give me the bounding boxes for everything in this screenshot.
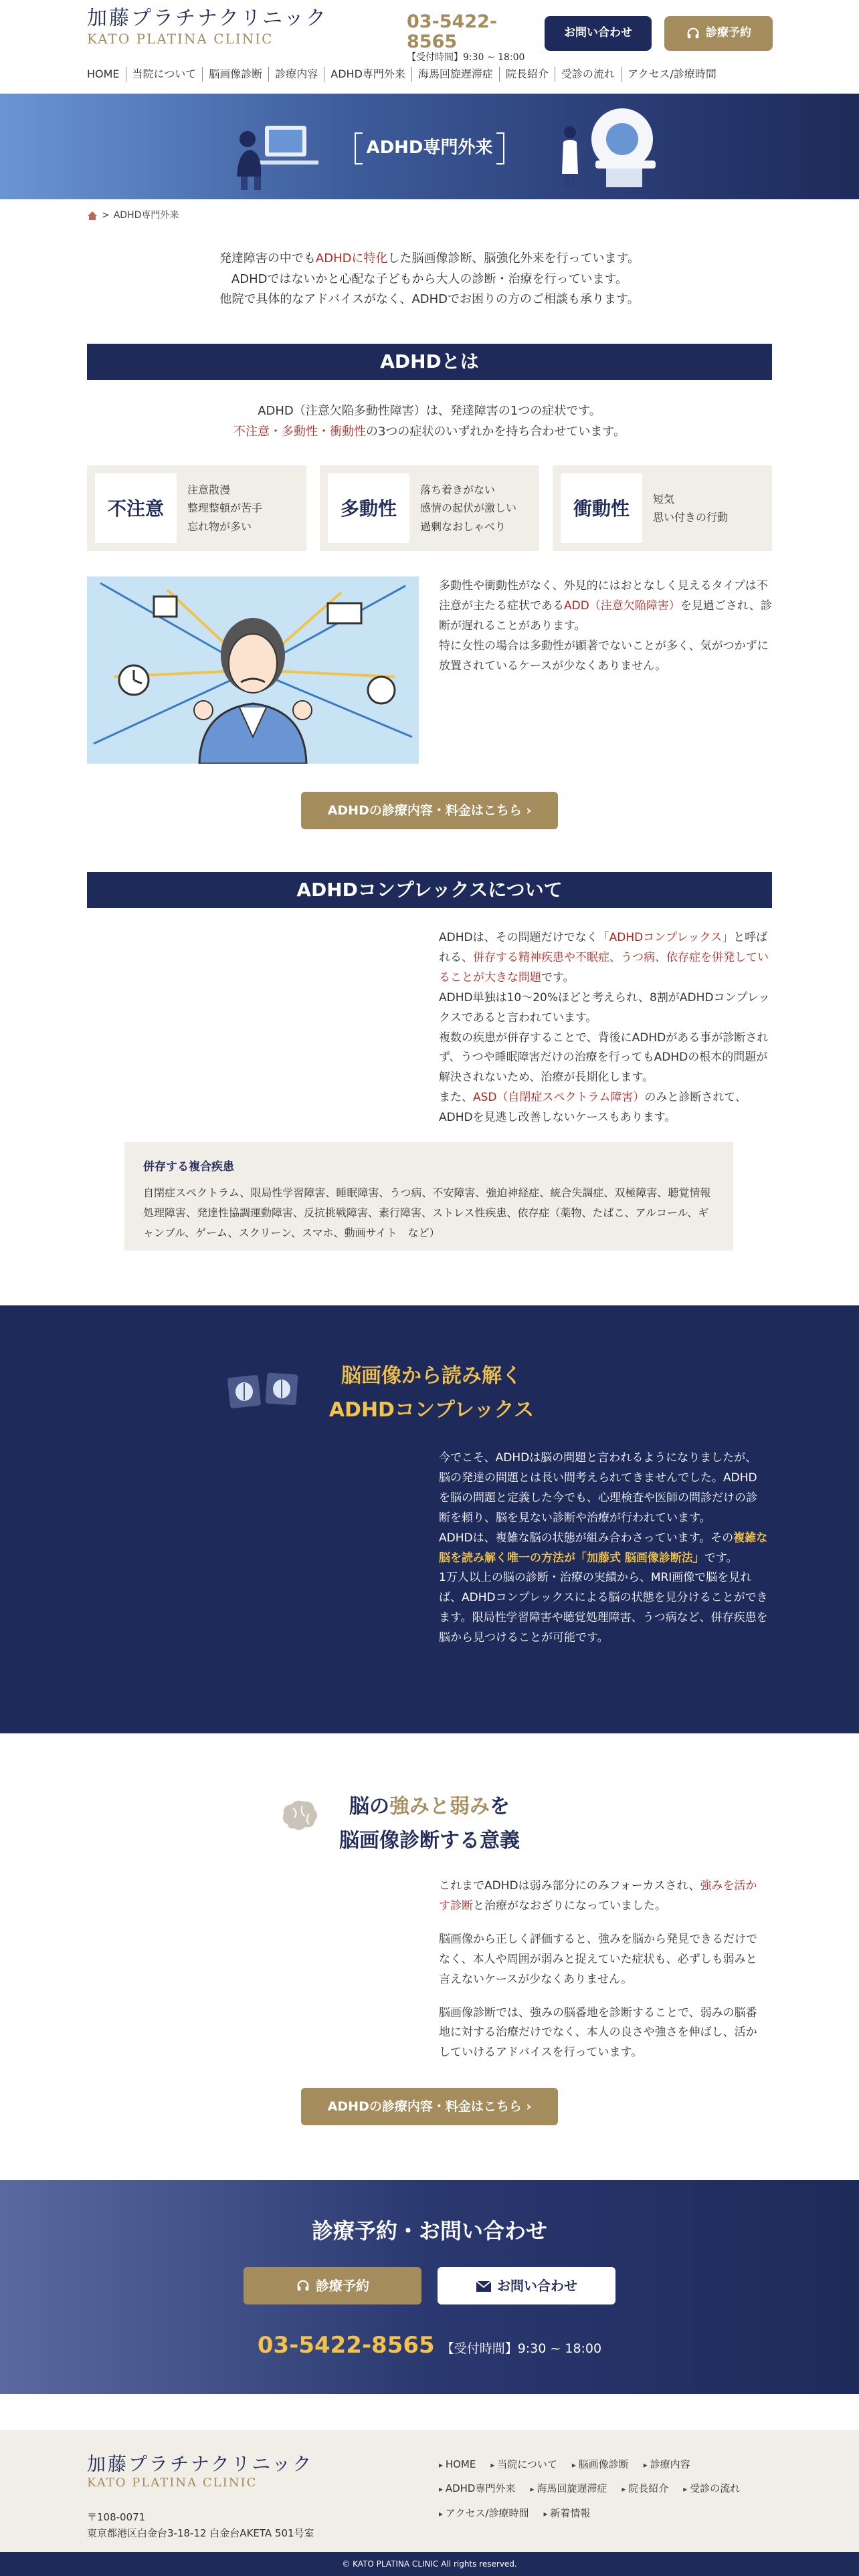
nav-about[interactable]: 当院について	[126, 67, 203, 82]
headset-icon	[686, 26, 700, 41]
section-heading-complex: ADHDコンプレックスについて	[87, 872, 772, 908]
symptom-item: 思い付きの行動	[653, 511, 729, 524]
breadcrumb-separator: >	[102, 210, 110, 221]
about-description	[439, 576, 772, 677]
contact-button[interactable]	[545, 16, 652, 51]
about-para-a: 多動性や衝動性がなく、外見的にはおとなしく見えるタイプは不注意が主たる症状である	[439, 579, 768, 613]
copyright: © KATO PLATINA CLINIC All rights reserved.	[0, 2552, 859, 2576]
strength-title	[0, 1790, 859, 1858]
complex-p1-b: 」と呼ばれる、	[439, 931, 768, 964]
cta-contact-label: お問い合わせ	[497, 2278, 577, 2294]
brain-image-p2-highlight: 複雑な脳を読み解く唯一の方法が「加藤式 脳画像診断法」	[439, 1531, 768, 1565]
comorbid-title: 併存する複合疾患	[143, 1160, 234, 1174]
symptom-card-desc	[653, 490, 728, 526]
symptom-item: 短気	[653, 492, 675, 506]
brain-image-title-line2: ADHDコンプレックス	[328, 1398, 535, 1422]
nav-hippocampus[interactable]: 海馬回旋遅滞症	[412, 67, 500, 82]
cta-title: 診療予約・お問い合わせ	[311, 2218, 547, 2244]
symptom-item: 整理整頓が苦手	[187, 502, 263, 515]
cta-reserve-label: 診療予約	[316, 2278, 369, 2294]
about-para-highlight: ADD（注意欠陥障害）	[564, 599, 680, 613]
about-intro	[0, 401, 859, 442]
footer-link-home[interactable]: ▸ HOME	[439, 2456, 476, 2473]
footer-link-brain-imaging[interactable]: ▸ 脳画像診断	[572, 2456, 629, 2473]
strength-title-highlight: 強みと弱み	[389, 1795, 490, 1818]
complex-p4-highlight: ASD（自閉症スペクトラム障害）	[473, 1091, 645, 1105]
complex-p2: ADHD単独は10〜20%ほどと考えられ、8割がADHDコンプレックスであると言われています。	[439, 990, 770, 1025]
intro-line1-b: した脳画像診断、脳強化外来を行っています。	[387, 251, 640, 265]
cta-hours: 【受付時間】9:30 ~ 18:00	[441, 2341, 602, 2356]
page-hero	[0, 94, 859, 199]
cta-section	[0, 2180, 859, 2394]
logo-en: KATO PLATINA CLINIC	[87, 31, 274, 47]
brain-image-p2-b: です。	[704, 1551, 738, 1565]
footer-link-about[interactable]: ▸ 当院について	[490, 2456, 557, 2473]
nav-treatment[interactable]: 診療内容	[269, 67, 324, 82]
distracted-woman-illustration	[87, 576, 419, 764]
intro-line2: ADHDではないかと心配な子どもから大人の診断・治療を行っています。	[231, 272, 628, 286]
footer-link-treatment[interactable]: ▸ 診療内容	[644, 2456, 690, 2473]
symptom-card-desc	[420, 481, 516, 536]
contact-button-label: お問い合わせ	[564, 26, 632, 40]
strength-title-a: 脳の	[349, 1795, 389, 1818]
symptom-card	[87, 465, 306, 551]
brain-image-p1: 今でこそ、ADHDは脳の問題と言われるようになりましたが、脳の発達の問題とは長い間考えられてきませんでした。ADHDを脳の問題と定義した今でも、心理検査や医師の問診だけの診断を頼り、脳を見ない診断や治療が行われています。	[439, 1451, 757, 1525]
site-footer	[0, 2430, 859, 2552]
brain-image-title-line1: 脳画像から読み解く	[341, 1364, 522, 1388]
cta-contact-button[interactable]	[438, 2267, 615, 2304]
complex-p4-a: また、	[439, 1091, 473, 1105]
breadcrumb-current: ADHD専門外来	[113, 210, 179, 221]
strength-title-line2: 脳画像診断する意義	[339, 1829, 520, 1852]
price-button-2[interactable]: ADHDの診療内容・料金はこちら ›	[301, 2088, 558, 2125]
symptom-card-title: 衝動性	[561, 473, 642, 543]
home-icon[interactable]	[87, 211, 98, 221]
about-para2: 特に女性の場合は多動性が顕著でないことが多く、気がつかずに放置されているケースが少なくありません。	[439, 639, 769, 673]
reserve-button-label: 診療予約	[706, 26, 751, 40]
strength-p1-highlight: 強みを活かす診断	[439, 1879, 757, 1913]
footer-link-news[interactable]: ▸ 新着情報	[543, 2504, 590, 2522]
footer-link-hippocampus[interactable]: ▸ 海馬回旋遅滞症	[531, 2480, 607, 2497]
footer-link-flow[interactable]: ▸ 受診の流れ	[683, 2480, 740, 2497]
nav-access[interactable]: アクセス/診療時間	[627, 68, 717, 80]
comorbid-list: 自閉症スペクトラム、限局性学習障害、睡眠障害、うつ病、不安障害、強迫神経症、統合失調症、双極障害、聴覚情報処理障害、発達性協調運動障害、反抗挑戦障害、素行障害、ストレス性疾患、依存症（薬物、たばこ、アルコール、ギャンブル、ゲーム、スクリーン、スマホ、動画サイト など）	[143, 1186, 711, 1239]
section-heading-about: ADHDとは	[87, 344, 772, 380]
brain-image-p3: 1万人以上の脳の診断・治療の実績から、MRI画像で脳を見れば、ADHDコンプレックスによる脳の状態を見分けることができます。限局性学習障害や聴覚処理障害、うつ病など、併存疾患を脳から見つけることが可能です。	[439, 1571, 768, 1645]
strength-p1-a: これまでADHDは弱み部分にのみフォーカスされ、	[439, 1879, 700, 1893]
footer-logo-en: KATO PLATINA CLINIC	[87, 2475, 258, 2490]
nav-adhd[interactable]: ADHD専門外来	[324, 67, 412, 82]
about-line2-highlight: 不注意・多動性・衝動性	[233, 424, 366, 439]
intro-text	[0, 249, 859, 310]
symptom-item: 忘れ物が多い	[187, 520, 252, 533]
strength-p2: 脳画像から正しく評価すると、強みを脳から発見できるだけでなく、本人や周囲が弱みと捉えていた症状も、必ずしも弱みと言えないケースが少なくありません。	[439, 1932, 757, 1986]
main-nav	[86, 67, 723, 82]
mri-scanner-illustration	[555, 100, 662, 194]
footer-logo[interactable]	[87, 2453, 313, 2490]
footer-address	[87, 2509, 314, 2541]
symptom-cards	[87, 465, 772, 551]
strength-title-b: を	[490, 1795, 510, 1818]
complex-p3: 複数の疾患が併存することで、背後にADHDがある事が診断されず、うつや睡眠障害だけの治療を行ってもADHDの根本的問題が解決されないため、治療が長期化します。	[439, 1031, 769, 1085]
price-button[interactable]: ADHDの診療内容・料金はこちら ›	[301, 792, 558, 829]
strength-p3: 脳画像診断では、強みの脳番地を診断することで、弱みの脳番地に対する治療だけでなく、本人の良さや強さを伸ばし、活かしていけるアドバイスを行っています。	[439, 2006, 757, 2060]
brain-image-title	[321, 1359, 542, 1427]
brain-scan-icon	[227, 1372, 302, 1410]
nav-flow[interactable]: 受診の流れ	[555, 67, 622, 82]
symptom-card-desc	[187, 481, 262, 536]
intro-line1-highlight: ADHDに特化	[315, 251, 388, 265]
about-line1: ADHD（注意欠陥多動性障害）は、発達障害の1つの症状です。	[258, 404, 601, 418]
header-tel[interactable]	[407, 12, 527, 65]
complex-description	[439, 928, 775, 1128]
complex-p4-b: のみと診断されて、ADHDを見逃し改善しないケースもあります。	[439, 1091, 747, 1125]
reserve-button[interactable]	[664, 16, 773, 51]
symptom-card-title: 不注意	[95, 473, 177, 543]
footer-nav	[439, 2456, 787, 2522]
logo-jp: 加藤プラチナクリニック	[87, 7, 328, 30]
strength-text	[439, 1876, 767, 2063]
nav-director[interactable]: 院長紹介	[500, 67, 555, 82]
brain-image-text	[439, 1448, 768, 1648]
cta-tel-number[interactable]: 03-5422-8565	[257, 2332, 435, 2359]
about-para-b: を見過ごされ、診断が遅れることがあります。	[439, 599, 772, 633]
mail-icon	[476, 2280, 492, 2292]
nav-brain-imaging[interactable]: 脳画像診断	[203, 67, 269, 82]
headset-icon	[296, 2278, 310, 2293]
tel-hours: 【受付時間】9:30 ~ 18:00	[407, 52, 525, 64]
footer-link-access[interactable]: ▸ アクセス/診療時間	[439, 2504, 529, 2522]
breadcrumb	[87, 207, 179, 224]
brain-image-section	[0, 1305, 859, 1733]
intro-line3: 他院で具体的なアドバイスがなく、ADHDでお困りの方のご相談も承ります。	[219, 292, 640, 307]
symptom-item: 注意散漫	[187, 484, 231, 497]
comorbid-box	[124, 1142, 733, 1251]
cta-tel[interactable]	[0, 2326, 859, 2366]
footer-address-line: 東京都港区白金台3-18-12 白金台AKETA 501号室	[87, 2527, 314, 2539]
footer-link-director[interactable]: ▸ 院長紹介	[622, 2480, 668, 2497]
complex-p1-c: です。	[541, 970, 575, 984]
footer-logo-jp: 加藤プラチナクリニック	[87, 2453, 314, 2475]
complex-p1-highlight2: 併存する精神疾患や不眠症、うつ病、依存症を併発していることが大きな問題	[439, 950, 769, 984]
about-line2-b: の3つの症状のいずれかを持ち合わせています。	[365, 424, 626, 439]
symptom-card	[553, 465, 772, 551]
page-title: ADHD専門外来	[355, 132, 504, 163]
symptom-card	[320, 465, 539, 551]
footer-zip: 〒108-0071	[87, 2511, 146, 2523]
cta-reserve-button[interactable]	[244, 2267, 421, 2304]
symptom-item: 落ち着きがない	[420, 484, 496, 497]
site-logo[interactable]	[87, 7, 328, 47]
strength-p1-b: と治療がなおざりになっていました。	[473, 1899, 666, 1913]
symptom-card-title: 多動性	[328, 473, 409, 543]
brain-image-p2-a: ADHDは、複雑な脳の状態が組み合わさっています。その	[439, 1531, 734, 1545]
intro-line1-a: 発達障害の中でも	[219, 251, 316, 265]
nav-home[interactable]: HOME	[86, 67, 126, 82]
site-header	[0, 0, 859, 80]
complex-p1-a: ADHDは、その問題だけでなく「	[439, 931, 609, 944]
complex-p1-highlight1: ADHDコンプレックス	[609, 931, 723, 944]
symptom-item: 過剰なおしゃべり	[420, 520, 506, 533]
footer-link-adhd[interactable]: ▸ ADHD専門外来	[439, 2480, 516, 2497]
symptom-item: 感情の起伏が激しい	[420, 502, 517, 515]
tel-number[interactable]: 03-5422-8565	[407, 11, 498, 52]
desk-worker-illustration	[227, 112, 321, 193]
